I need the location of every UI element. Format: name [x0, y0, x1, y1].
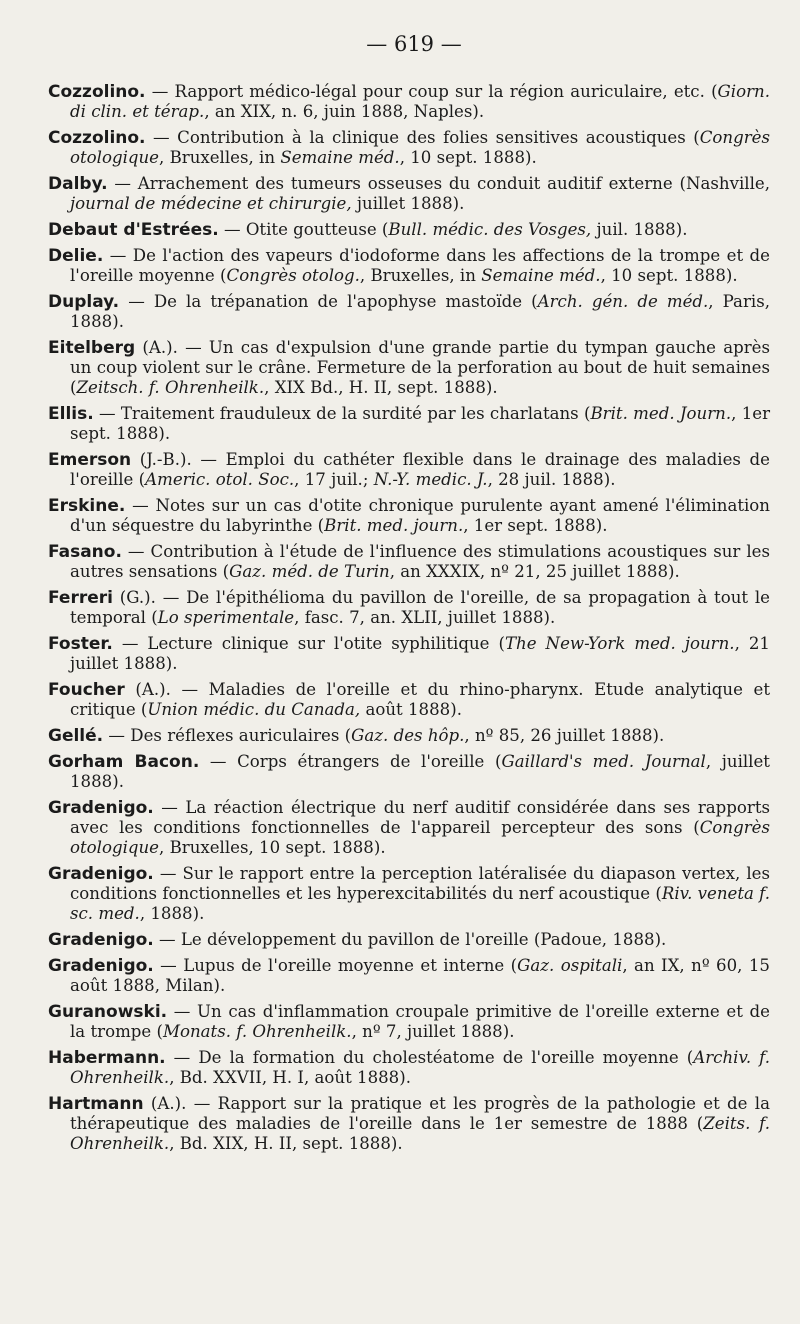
- entry-author: Ellis.: [48, 404, 94, 424]
- entry-source-title: Zeits. f. Ohrenheilk.: [70, 1114, 770, 1154]
- bibliography-entry: [48, 864, 770, 925]
- entry-text: août 1888).: [360, 700, 468, 720]
- bibliography-entry: [48, 752, 770, 792]
- entry-text: — Traitement frauduleux de la surdité par les charlatans (: [93, 404, 591, 423]
- bibliography-entry: [48, 404, 770, 444]
- bibliography-entry: [48, 634, 770, 674]
- entry-source-title: journal de médecine et chirurgie,: [70, 194, 352, 214]
- entry-text: — Otite goutteuse (: [218, 220, 389, 239]
- entry-text: — Notes sur un cas d'otite chronique purulente ayant amené l'élimination d'un séquestre du labyrinthe (: [70, 496, 770, 536]
- entry-author: Cozzolino.: [48, 82, 146, 102]
- entry-author: Fasano.: [48, 542, 122, 562]
- entry-author: Debaut d'Estrées.: [48, 220, 219, 240]
- entry-source-title: Gaillard's med. Journal: [501, 751, 706, 771]
- bibliography-entry: [48, 450, 770, 490]
- entry-author: Erskine.: [48, 496, 126, 516]
- entry-text: , Bruxelles, 10 sept. 1888).: [159, 838, 391, 858]
- entry-source-title: Congrès otologique: [70, 818, 770, 858]
- entry-author: Duplay.: [48, 291, 120, 312]
- entry-author: Ferreri: [48, 588, 113, 608]
- entry-text: , an XXXIX, nº 21, 25 juillet 1888).: [389, 562, 686, 582]
- entry-text: juillet 1888).: [351, 194, 470, 214]
- entry-text: — Contribution à l'étude de l'influence des stimulations acoustiques sur les autres sensations (: [70, 542, 770, 582]
- entry-text: , 1888).: [139, 904, 210, 924]
- entry-text: , Bd. XXVII, H. I, août 1888).: [169, 1068, 417, 1088]
- entry-author: Gellé.: [48, 726, 104, 746]
- entry-text: , 10 sept. 1888).: [600, 266, 743, 285]
- entry-source-title: Arch. gén. de méd.: [537, 291, 709, 311]
- entry-text: , Bruxelles, in: [159, 148, 281, 168]
- bibliography-entry: [48, 1002, 770, 1042]
- bibliography-entry: [48, 1048, 770, 1088]
- bibliography-entry: [48, 542, 770, 582]
- entry-text: , 1er sept. 1888).: [463, 516, 613, 536]
- bibliography-entry: [48, 128, 770, 168]
- entry-source-title: Brit. med. journ.: [324, 516, 464, 536]
- entry-author: Dalby.: [48, 174, 108, 194]
- entry-text: — Lecture clinique sur l'otite syphilitique (: [112, 634, 505, 653]
- entry-text: , nº 85, 26 juillet 1888).: [464, 726, 670, 745]
- entry-author: Eitelberg: [48, 337, 136, 358]
- bibliography-entry: [48, 174, 770, 214]
- entry-text: — De la trépanation de l'apophyse mastoïde (: [119, 291, 538, 311]
- entry-text: — Lupus de l'oreille moyenne et interne (: [153, 956, 518, 975]
- entry-author: Emerson: [48, 450, 132, 470]
- bibliography-entry: [48, 82, 770, 122]
- entry-text: , 21 juillet 1888).: [70, 634, 770, 674]
- entry-author: Guranowski.: [48, 1002, 168, 1022]
- entry-source-title: Semaine méd.: [280, 148, 400, 168]
- entry-text: , an XIX, n. 6, juin 1888, Naples).: [204, 102, 490, 122]
- entry-text: — La réaction électrique du nerf auditif considérée dans ses rapports avec les conditions fonctionnelles de l'appareil percepteur des sons (: [70, 797, 770, 837]
- entry-text: (A.). — Un cas d'expulsion d'une grande partie du tympan gauche après un coup violent sur le crâne. Fermeture de la perforation au bout de huit semaines (: [70, 337, 770, 398]
- entry-author: Hartmann: [48, 1094, 144, 1114]
- entry-text: (A.). — Rapport sur la pratique et les progrès de la pathologie et de la thérapeutique des maladies de l'oreille dans le 1er semestre de 1888 (: [70, 1094, 770, 1134]
- entry-author: Cozzolino.: [48, 128, 146, 148]
- entry-text: , Bruxelles, in: [359, 266, 482, 285]
- bibliography-entry: [48, 680, 770, 720]
- entry-text: , fasc. 7, an. XLII, juillet 1888).: [294, 608, 561, 628]
- entry-source-title: Union médic. du Canada,: [147, 700, 361, 720]
- entry-text: — Des réflexes auriculaires (: [103, 726, 352, 745]
- entry-author: Habermann.: [48, 1048, 166, 1068]
- entry-text: , XIX Bd., H. II, sept. 1888).: [264, 378, 503, 398]
- entry-text: — Contribution à la clinique des folies sensitives acoustiques (: [145, 128, 700, 147]
- entry-text: — Corps étrangers de l'oreille (: [199, 751, 502, 771]
- entry-author: Foster.: [48, 634, 113, 654]
- entry-author: Foucher: [48, 680, 125, 700]
- bibliography-entry: [48, 220, 770, 240]
- entry-author: Delie.: [48, 245, 104, 266]
- entry-text: (A.). — Maladies de l'oreille et du rhino-pharynx. Etude analytique et critique (: [70, 680, 770, 720]
- entry-text: , 17 juil.;: [294, 470, 374, 490]
- entry-text: , an IX, nº 60, 15 août 1888, Milan).: [70, 956, 770, 996]
- bibliography-entry: [48, 930, 770, 950]
- bibliography-entry: [48, 496, 770, 536]
- entry-text: — Un cas d'inflammation croupale primitive de l'oreille externe et de la trompe (: [70, 1002, 770, 1042]
- entry-source-title: N.-Y. medic. J.: [373, 470, 488, 490]
- bibliography-list: [48, 82, 770, 1155]
- bibliography-entry: [48, 588, 770, 628]
- entry-source-title: Brit. med. Journ.: [590, 404, 732, 423]
- entry-text: — Sur le rapport entre la perception latéralisée du diapason vertex, les conditions fonctionnelles et les hyperexcitabilités du nerf acoustique (: [70, 864, 770, 904]
- entry-source-title: Monats. f. Ohrenheilk.: [163, 1022, 352, 1042]
- entry-text: , juillet 1888).: [70, 751, 770, 791]
- bibliography-entry: [48, 798, 770, 859]
- entry-source-title: Lo sperimentale: [157, 608, 295, 628]
- entry-author: Gradenigo.: [48, 864, 154, 884]
- entry-source-title: Gaz. des hôp.: [351, 726, 465, 745]
- entry-source-title: Semaine méd.: [481, 266, 601, 285]
- entry-text: , Paris, 1888).: [70, 291, 770, 331]
- entry-text: , 1er sept. 1888).: [70, 404, 771, 444]
- entry-text: , 28 juil. 1888).: [487, 470, 621, 490]
- entry-source-title: Gaz. méd. de Turin: [229, 562, 390, 582]
- page-number: — 619 —: [366, 32, 462, 56]
- bibliography-entry: [48, 956, 770, 996]
- entry-text: , 10 sept. 1888).: [399, 148, 543, 168]
- entry-text: (G.). — De l'épithélioma du pavillon de l'oreille, de sa propagation à tout le temporal (: [70, 588, 770, 628]
- entry-text: — Le développement du pavillon de l'oreille (Padoue, 1888).: [153, 930, 672, 950]
- entry-text: , Bd. XIX, H. II, sept. 1888).: [169, 1134, 408, 1154]
- entry-source-title: Congrès otolog.: [226, 266, 360, 285]
- entry-source-title: The New-York med. journ.: [504, 634, 735, 653]
- bibliography-entry: [48, 726, 770, 746]
- entry-author: Gorham Bacon.: [48, 751, 200, 772]
- entry-source-title: Giorn. di clin. et térap.: [70, 82, 770, 122]
- entry-author: Gradenigo.: [48, 930, 154, 951]
- entry-source-title: Zeitsch. f. Ohrenheilk.: [76, 378, 265, 398]
- bibliography-entry: [48, 338, 770, 399]
- entry-text: — De l'action des vapeurs d'iodoforme dans les affections de la trompe et de l'oreille moyenne (: [70, 245, 770, 285]
- entry-text: — Arrachement des tumeurs osseuses du conduit auditif externe (Nashville,: [107, 174, 770, 193]
- entry-author: Gradenigo.: [48, 797, 154, 818]
- entry-text: (J.-B.). — Emploi du cathéter flexible dans le drainage des maladies de l'oreille (: [70, 450, 770, 490]
- entry-source-title: Americ. otol. Soc.: [145, 470, 295, 490]
- entry-text: , nº 7, juillet 1888).: [351, 1022, 520, 1042]
- entry-source-title: Archiv. f. Ohrenheilk.: [70, 1048, 771, 1088]
- entry-source-title: Bull. médic. des Vosges,: [388, 220, 592, 239]
- bibliography-entry: [48, 246, 770, 286]
- entry-text: — Rapport médico-légal pour coup sur la région auriculaire, etc. (: [145, 82, 718, 101]
- bibliography-entry: [48, 1094, 770, 1155]
- entry-author: Gradenigo.: [48, 956, 154, 976]
- entry-source-title: Gaz. ospitali: [517, 956, 623, 975]
- entry-text: juil. 1888).: [591, 220, 693, 239]
- entry-source-title: Riv. veneta f. sc. med.: [70, 884, 770, 924]
- entry-source-title: Congrès otologique: [70, 128, 770, 168]
- entry-text: — De la formation du cholestéatome de l'oreille moyenne (: [165, 1048, 694, 1067]
- bibliography-entry: [48, 292, 770, 332]
